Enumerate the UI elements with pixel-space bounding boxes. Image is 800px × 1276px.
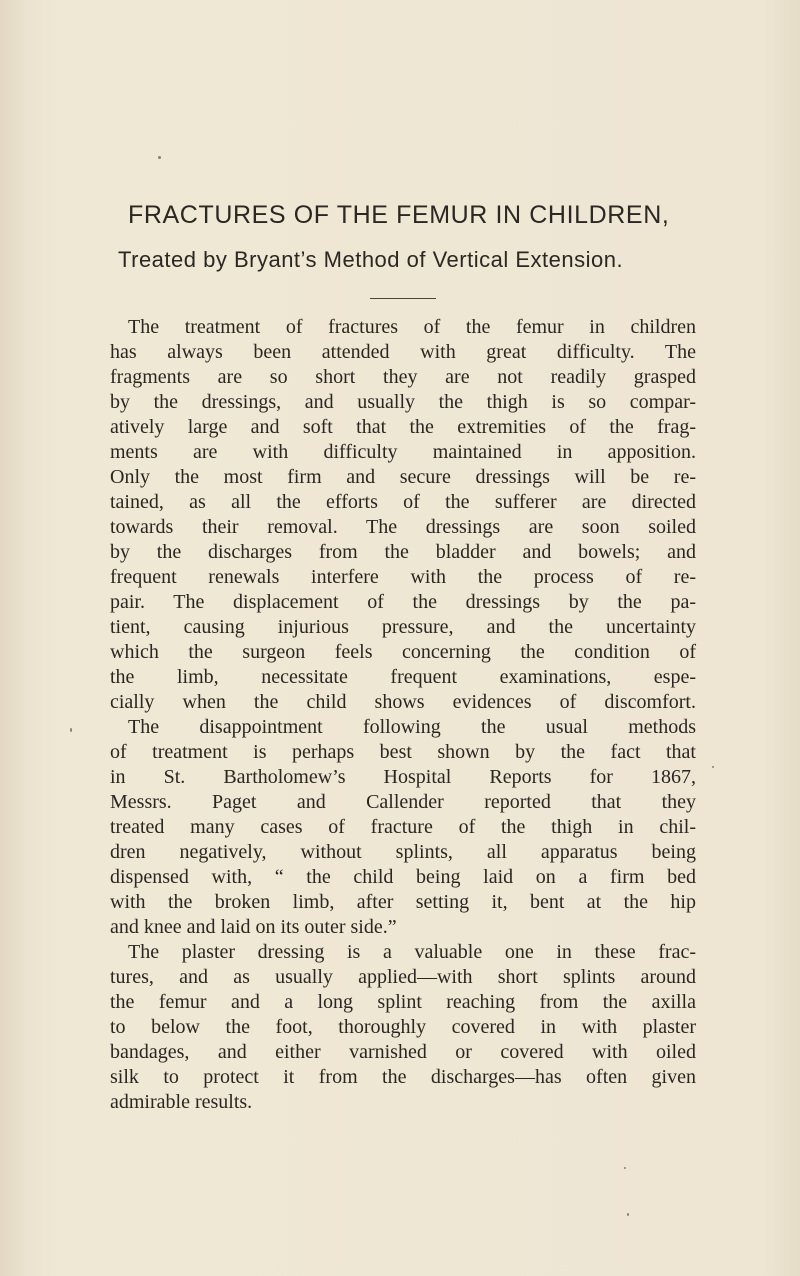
text-line: by the dressings, and usually the thigh is so compar- — [110, 391, 696, 413]
text-line: and knee and laid on its outer side.” — [110, 916, 397, 938]
text-line: treated many cases of fracture of the thigh in chil- — [110, 816, 696, 838]
paper-speck — [712, 766, 714, 768]
body-text — [110, 315, 696, 1115]
title-divider — [370, 298, 436, 299]
text-line: which the surgeon feels concerning the condition of — [110, 641, 696, 663]
text-line: tures, and as usually applied—with short splints around — [110, 966, 696, 988]
text-line: tient, causing injurious pressure, and the uncertainty — [110, 616, 696, 638]
text-line: dispensed with, “ the child being laid on a firm bed — [110, 866, 696, 888]
text-line: towards their removal. The dressings are soon soiled — [110, 516, 696, 538]
text-line: the femur and a long splint reaching from the axilla — [110, 991, 696, 1013]
text-line: the limb, necessitate frequent examinations, espe- — [110, 666, 696, 688]
text-line: to below the foot, thoroughly covered in with plaster — [110, 1016, 696, 1038]
text-line: atively large and soft that the extremities of the frag- — [110, 416, 696, 438]
paper-speck — [70, 728, 72, 732]
text-line: dren negatively, without splints, all apparatus being — [110, 841, 696, 863]
text-line: Messrs. Paget and Callender reported that they — [110, 791, 696, 813]
text-line: of treatment is perhaps best shown by the fact that — [110, 741, 696, 763]
text-line: admirable results. — [110, 1091, 253, 1113]
paper-speck — [158, 156, 161, 159]
text-line: has always been attended with great difficulty. The — [110, 341, 696, 363]
text-line: tained, as all the efforts of the sufferer are directed — [110, 491, 696, 513]
paper-speck — [624, 1167, 626, 1169]
text-line: by the discharges from the bladder and bowels; and — [110, 541, 696, 563]
page-title: FRACTURES OF THE FEMUR IN CHILDREN, — [128, 201, 670, 229]
text-line: in St. Bartholomew’s Hospital Reports for 1867, — [110, 766, 696, 788]
text-line: fragments are so short they are not readily grasped — [110, 366, 696, 388]
text-line: pair. The displacement of the dressings by the pa- — [110, 591, 696, 613]
text-line: The treatment of fractures of the femur in children — [128, 316, 696, 338]
text-line: The disappointment following the usual methods — [128, 716, 696, 738]
text-line: ments are with difficulty maintained in apposition. — [110, 441, 696, 463]
text-line: with the broken limb, after setting it, bent at the hip — [110, 891, 696, 913]
paper-speck — [627, 1213, 629, 1216]
page-subtitle: Treated by Bryant’s Method of Vertical Extension. — [118, 247, 624, 272]
text-line: The plaster dressing is a valuable one in these frac- — [128, 941, 696, 963]
text-line: cially when the child shows evidences of discomfort. — [110, 691, 696, 713]
text-line: silk to protect it from the discharges—has often given — [110, 1066, 696, 1088]
text-line: bandages, and either varnished or covered with oiled — [110, 1041, 696, 1063]
text-line: frequent renewals interfere with the process of re- — [110, 566, 696, 588]
text-line: Only the most firm and secure dressings will be re- — [110, 466, 696, 488]
